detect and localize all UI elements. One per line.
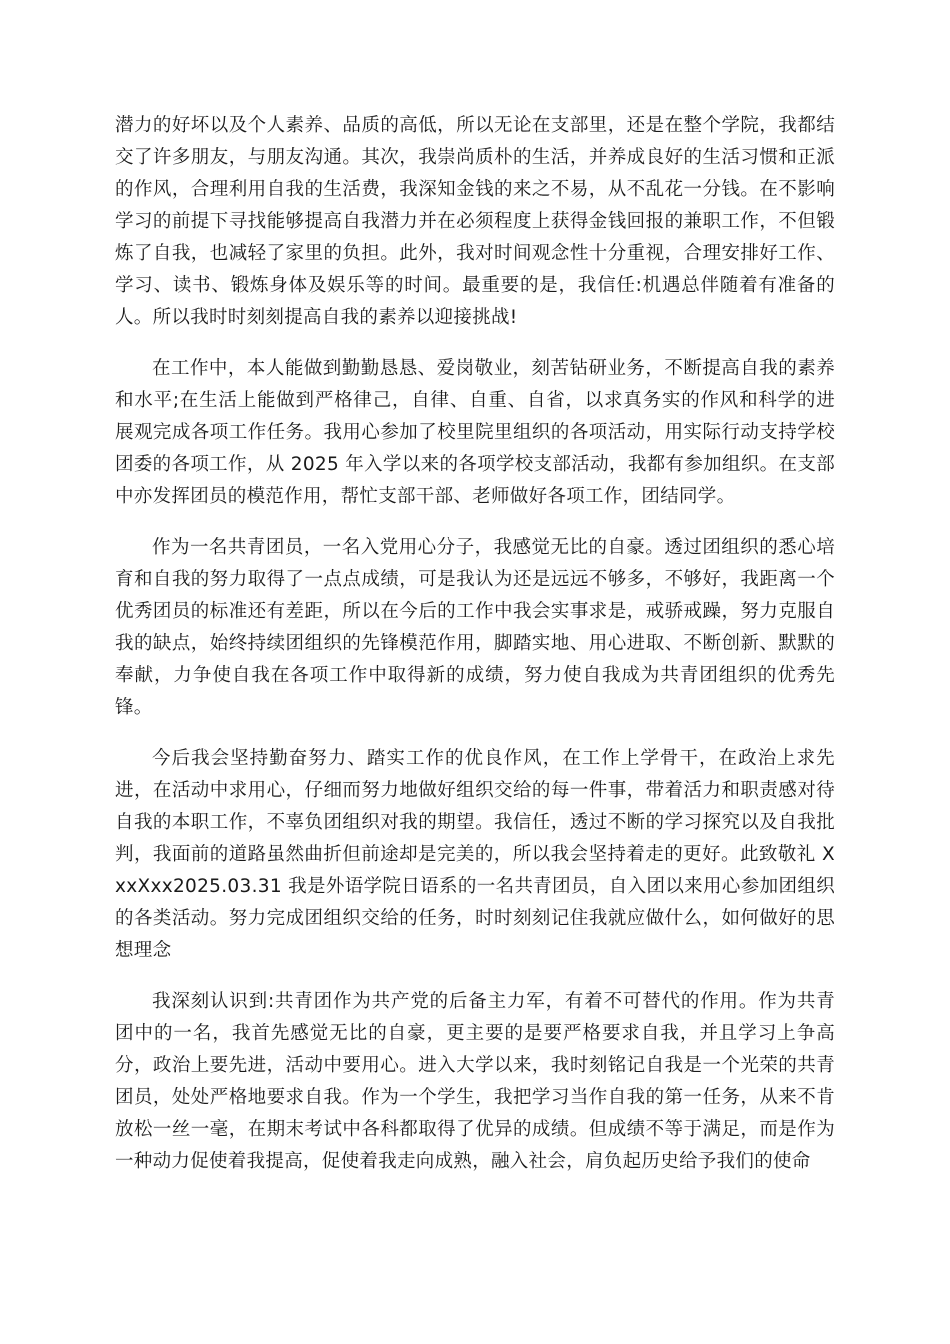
paragraph-4: 今后我会坚持勤奋努力、踏实工作的优良作风，在工作上学骨干，在政治上求先进，在活动中求用心，仔细而努力地做好组织交给的每一件事，带着活力和职责感对待自我的本职工作，不辜负团组织对我的期望。我信任，透过不断的学习探究以及自我批判，我面前的道路虽然曲折但前途却是完美的，所以我会坚持着走的更好。此致敬礼 XxxXxx2025.03.31 我是外语学院日语系的一名共青团员，自入团以来用心参加团组织的各类活动。努力完成团组织交给的任务，时时刻刻记住我就应做什么，如何做好的思想理念 xyxy=(115,748,835,961)
document-body xyxy=(115,110,835,1197)
paragraph-1: 潜力的好坏以及个人素养、品质的高低，所以无论在支部里，还是在整个学院，我都结交了许多朋友，与朋友沟通。其次，我崇尚质朴的生活，并养成良好的生活习惯和正派的作风，合理利用自我的生活费，我深知金钱的来之不易，从不乱花一分钱。在不影响学习的前提下寻找能够提高自我潜力并在必须程度上获得金钱回报的兼职工作，不但锻炼了自我，也减轻了家里的负担。此外，我对时间观念性十分重视，合理安排好工作、学习、读书、锻炼身体及娱乐等的时间。最重要的是，我信任:机遇总伴随着有准备的人。所以我时时刻刻提高自我的素养以迎接挑战! xyxy=(115,115,835,328)
paragraph-2: 在工作中，本人能做到勤勤恳恳、爱岗敬业，刻苦钻研业务，不断提高自我的素养和水平;在生活上能做到严格律己，自律、自重、自省，以求真务实的作风和科学的进展观完成各项工作任务。我用心参加了校里院里组织的各项活动，用实际行动支持学校团委的各项工作，从 2025 年入学以来的各项学校支部活动，我都有参加组织。在支部中亦发挥团员的模范作用，帮忙支部干部、老师做好各项工作，团结同学。 xyxy=(115,358,835,507)
paragraph-5: 我深刻认识到:共青团作为共产党的后备主力军，有着不可替代的作用。作为共青团中的一名，我首先感觉无比的自豪，更主要的是要严格要求自我，并且学习上争高分，政治上要先进，活动中要用心。进入大学以来，我时刻铭记自我是一个光荣的共青团员，处处严格地要求自我。作为一个学生，我把学习当作自我的第一任务，从来不肯放松一丝一毫，在期末考试中各科都取得了优异的成绩。但成绩不等于满足，而是作为一种动力促使着我提高，促使着我走向成熟，融入社会，肩负起历史给予我们的使命 xyxy=(115,991,835,1172)
paragraph-3: 作为一名共青团员，一名入党用心分子，我感觉无比的自豪。透过团组织的悉心培育和自我的努力取得了一点点成绩，可是我认为还是远远不够多，不够好，我距离一个优秀团员的标准还有差距，所以在今后的工作中我会实事求是，戒骄戒躁，努力克服自我的缺点，始终持续团组织的先锋模范作用，脚踏实地、用心进取、不断创新、默默的奉献，力争使自我在各项工作中取得新的成绩，努力使自我成为共青团组织的优秀先锋。 xyxy=(115,537,835,718)
